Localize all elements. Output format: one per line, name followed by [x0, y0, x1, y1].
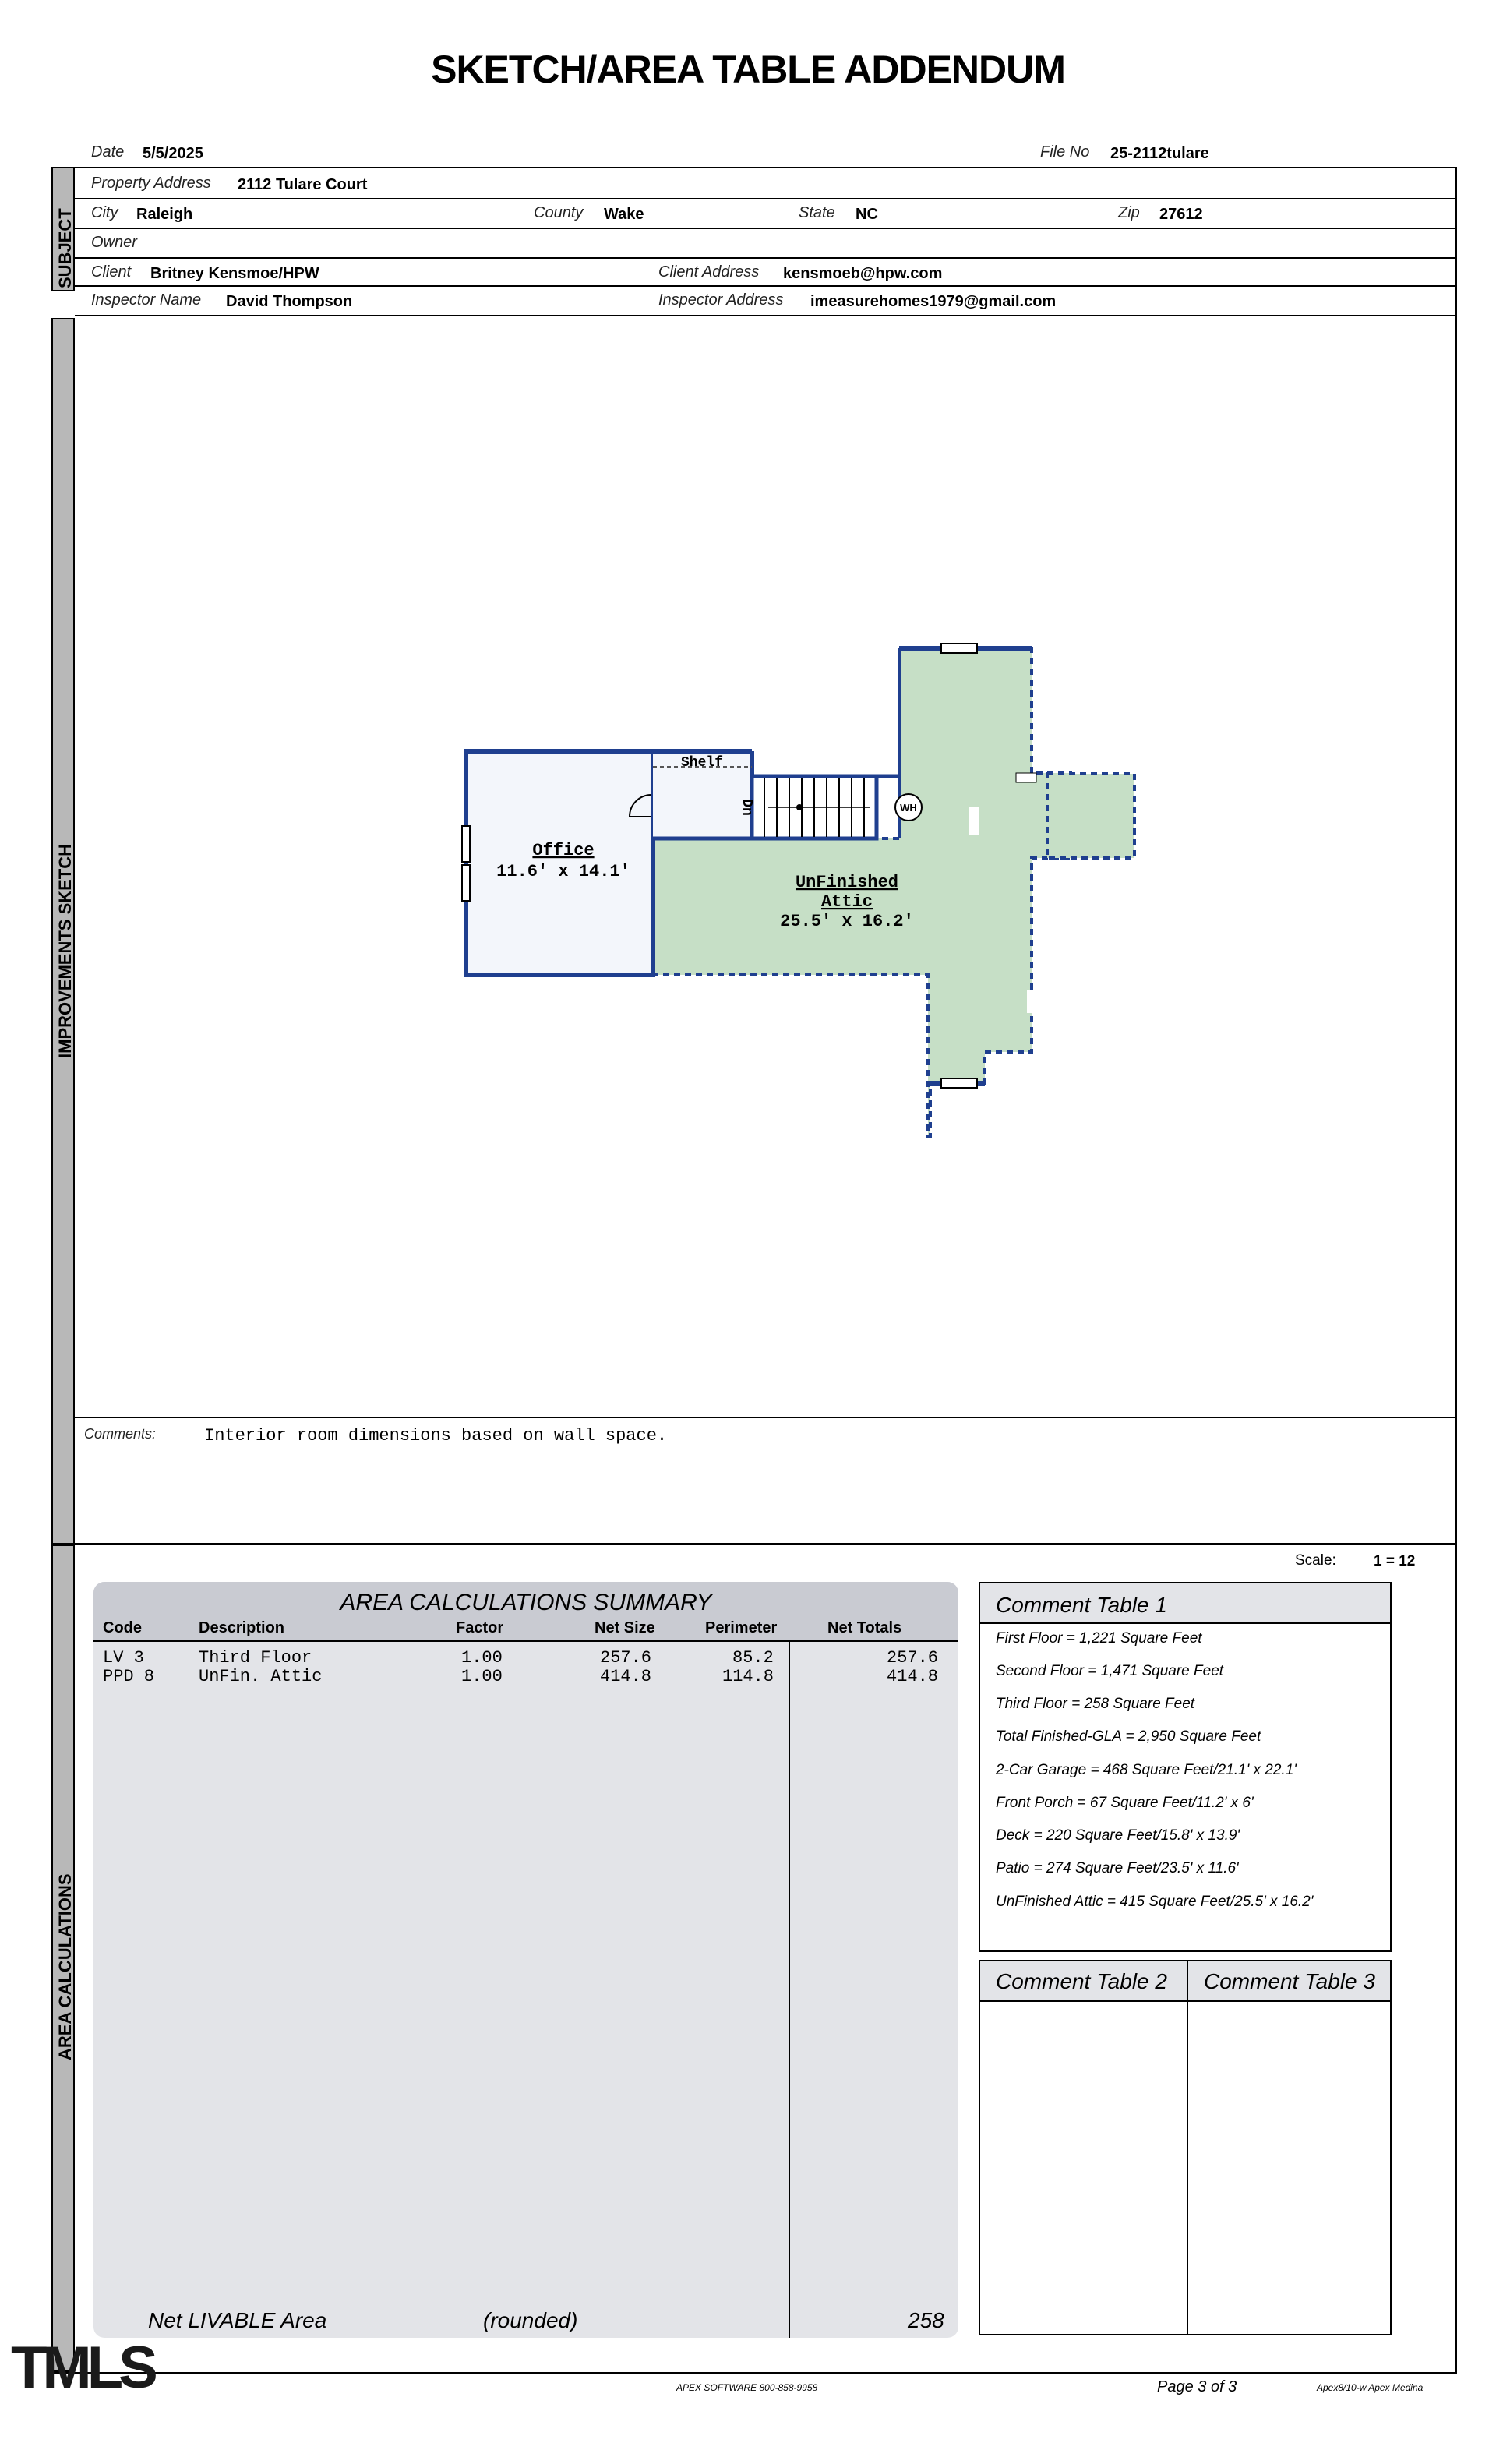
- attic-label-line2: Attic: [820, 892, 873, 912]
- row-divider: [75, 257, 1457, 259]
- comments-top-border: [75, 1417, 1457, 1418]
- col-net-totals: Net Totals: [827, 1619, 902, 1636]
- row-perimeter: 114.8: [722, 1667, 774, 1686]
- inspector-value: David Thompson: [226, 293, 353, 310]
- attic-area: [653, 648, 1134, 1136]
- window-icon: [462, 865, 470, 901]
- city-label: City: [91, 204, 118, 221]
- stair-area: [653, 648, 899, 838]
- state-value: NC: [856, 206, 878, 223]
- row-divider: [75, 315, 1457, 316]
- subject-label: SUBJECT: [55, 208, 75, 288]
- right-border: [1455, 167, 1457, 2372]
- window-icon: [941, 644, 977, 653]
- opening-icon: [1027, 990, 1036, 1013]
- window-icon: [462, 826, 470, 862]
- shelf-label: Shelf: [680, 755, 724, 771]
- opening-icon: [969, 807, 979, 835]
- attic-dims: 25.5' x 16.2': [780, 912, 914, 931]
- scale-value: 1 = 12: [1374, 1553, 1416, 1569]
- net-livable-label: Net LIVABLE Area: [148, 2308, 327, 2332]
- sketch-section-label: IMPROVEMENTS SKETCH: [55, 843, 75, 1058]
- comment-line: Deck = 220 Square Feet/15.8' x 13.9': [996, 1827, 1240, 1844]
- brand-credit: Apex8/10-w Apex Medina: [1317, 2382, 1424, 2393]
- client-address-value: kensmoeb@hpw.com: [783, 265, 943, 282]
- header-top-border: [75, 167, 1457, 168]
- client-value: Britney Kensmoe/HPW: [150, 265, 319, 282]
- row-code: LV 3: [103, 1648, 144, 1668]
- area-sidebar: [51, 1544, 75, 2372]
- comment-tables-2-3: [979, 1960, 1392, 2335]
- page-title: SKETCH/AREA TABLE ADDENDUM: [431, 48, 1065, 91]
- zip-label: Zip: [1118, 204, 1140, 221]
- row-perimeter: 85.2: [732, 1648, 774, 1668]
- row-description: Third Floor: [199, 1648, 312, 1668]
- col-factor: Factor: [456, 1619, 504, 1636]
- row-code: PPD 8: [103, 1667, 155, 1686]
- net-livable-total: 258: [908, 2308, 944, 2332]
- inspector-address-value: imeasurehomes1979@gmail.com: [810, 293, 1057, 310]
- row-factor: 1.00: [461, 1648, 503, 1668]
- area-calc-panel: [94, 1582, 958, 2338]
- subject-sidebar: [51, 167, 75, 291]
- property-value: 2112 Tulare Court: [238, 176, 368, 193]
- down-label: Dn: [739, 799, 754, 816]
- comment-table-1-title: Comment Table 1: [996, 1593, 1167, 1617]
- attic-label-line1: UnFinished: [795, 873, 899, 892]
- property-label: Property Address: [91, 175, 211, 192]
- software-credit: APEX SOFTWARE 800-858-9958: [676, 2382, 818, 2393]
- rounded-label: (rounded): [483, 2308, 578, 2332]
- col-perimeter: Perimeter: [705, 1619, 778, 1636]
- city-value: Raleigh: [136, 206, 193, 223]
- comment-table-2-title: Comment Table 2: [996, 1969, 1167, 1993]
- comment-line: Patio = 274 Square Feet/23.5' x 11.6': [996, 1860, 1239, 1876]
- col-description: Description: [199, 1619, 285, 1636]
- opening-icon: [1016, 773, 1036, 782]
- area-section-label: AREA CALCULATIONS: [55, 1873, 75, 2060]
- file-no-label: File No: [1040, 143, 1090, 161]
- inspector-address-label: Inspector Address: [658, 291, 784, 309]
- row-net-size: 257.6: [600, 1648, 652, 1668]
- comment-tables-divider: [1187, 1960, 1188, 2335]
- owner-label: Owner: [91, 234, 137, 251]
- office-dims: 11.6' x 14.1': [496, 862, 630, 881]
- row-divider: [75, 198, 1457, 199]
- comment-line: Total Finished-GLA = 2,950 Square Feet: [996, 1728, 1261, 1745]
- comment-line: 2-Car Garage = 468 Square Feet/21.1' x 22.1': [996, 1762, 1297, 1778]
- area-calc-title: AREA CALCULATIONS SUMMARY: [340, 1590, 712, 1615]
- row-net-total: 257.6: [887, 1648, 939, 1668]
- col-net-size: Net Size: [595, 1619, 655, 1636]
- page-bottom-border: [51, 2372, 1457, 2374]
- comment-table-3-title: Comment Table 3: [1204, 1969, 1375, 1993]
- row-net-size: 414.8: [600, 1667, 652, 1686]
- row-divider: [75, 228, 1457, 229]
- area-calc-total-divider: [789, 1640, 790, 2338]
- date-label: Date: [91, 143, 125, 161]
- attic-nook: [1047, 774, 1134, 858]
- state-label: State: [799, 204, 835, 221]
- comments-label: Comments:: [84, 1426, 157, 1442]
- row-factor: 1.00: [461, 1667, 503, 1686]
- row-net-total: 414.8: [887, 1667, 939, 1686]
- comment-line: UnFinished Attic = 415 Square Feet/25.5' x 16.2': [996, 1894, 1314, 1910]
- col-code: Code: [103, 1619, 142, 1636]
- floor-plan-sketch: [75, 318, 1455, 1417]
- tmls-logo: TMLS: [11, 2335, 153, 2401]
- comment-line: Second Floor = 1,471 Square Feet: [996, 1663, 1224, 1679]
- inspector-label: Inspector Name: [91, 291, 202, 309]
- stair-arrow-dot: [796, 804, 803, 810]
- comment-line: Front Porch = 67 Square Feet/11.2' x 6': [996, 1795, 1254, 1811]
- area-calc-header-line: [94, 1640, 958, 1642]
- comments-bottom-border: [51, 1543, 1457, 1545]
- date-value: 5/5/2025: [143, 145, 203, 162]
- page-number: Page 3 of 3: [1157, 2378, 1237, 2395]
- county-value: Wake: [604, 206, 644, 223]
- row-description: UnFin. Attic: [199, 1667, 323, 1686]
- zip-value: 27612: [1159, 206, 1203, 223]
- row-divider: [75, 285, 1457, 287]
- office-label: Office: [532, 841, 595, 860]
- client-label: Client: [91, 263, 132, 281]
- county-label: County: [534, 204, 584, 221]
- window-icon: [941, 1078, 977, 1088]
- scale-label: Scale:: [1295, 1552, 1336, 1569]
- client-address-label: Client Address: [658, 263, 760, 281]
- water-heater-label: WH: [900, 802, 917, 814]
- comment-line: First Floor = 1,221 Square Feet: [996, 1630, 1202, 1647]
- file-no-value: 25-2112tulare: [1110, 145, 1209, 162]
- comment-line: Third Floor = 258 Square Feet: [996, 1696, 1195, 1712]
- sketch-sidebar: [51, 318, 75, 1544]
- comments-text: Interior room dimensions based on wall space.: [204, 1426, 668, 1446]
